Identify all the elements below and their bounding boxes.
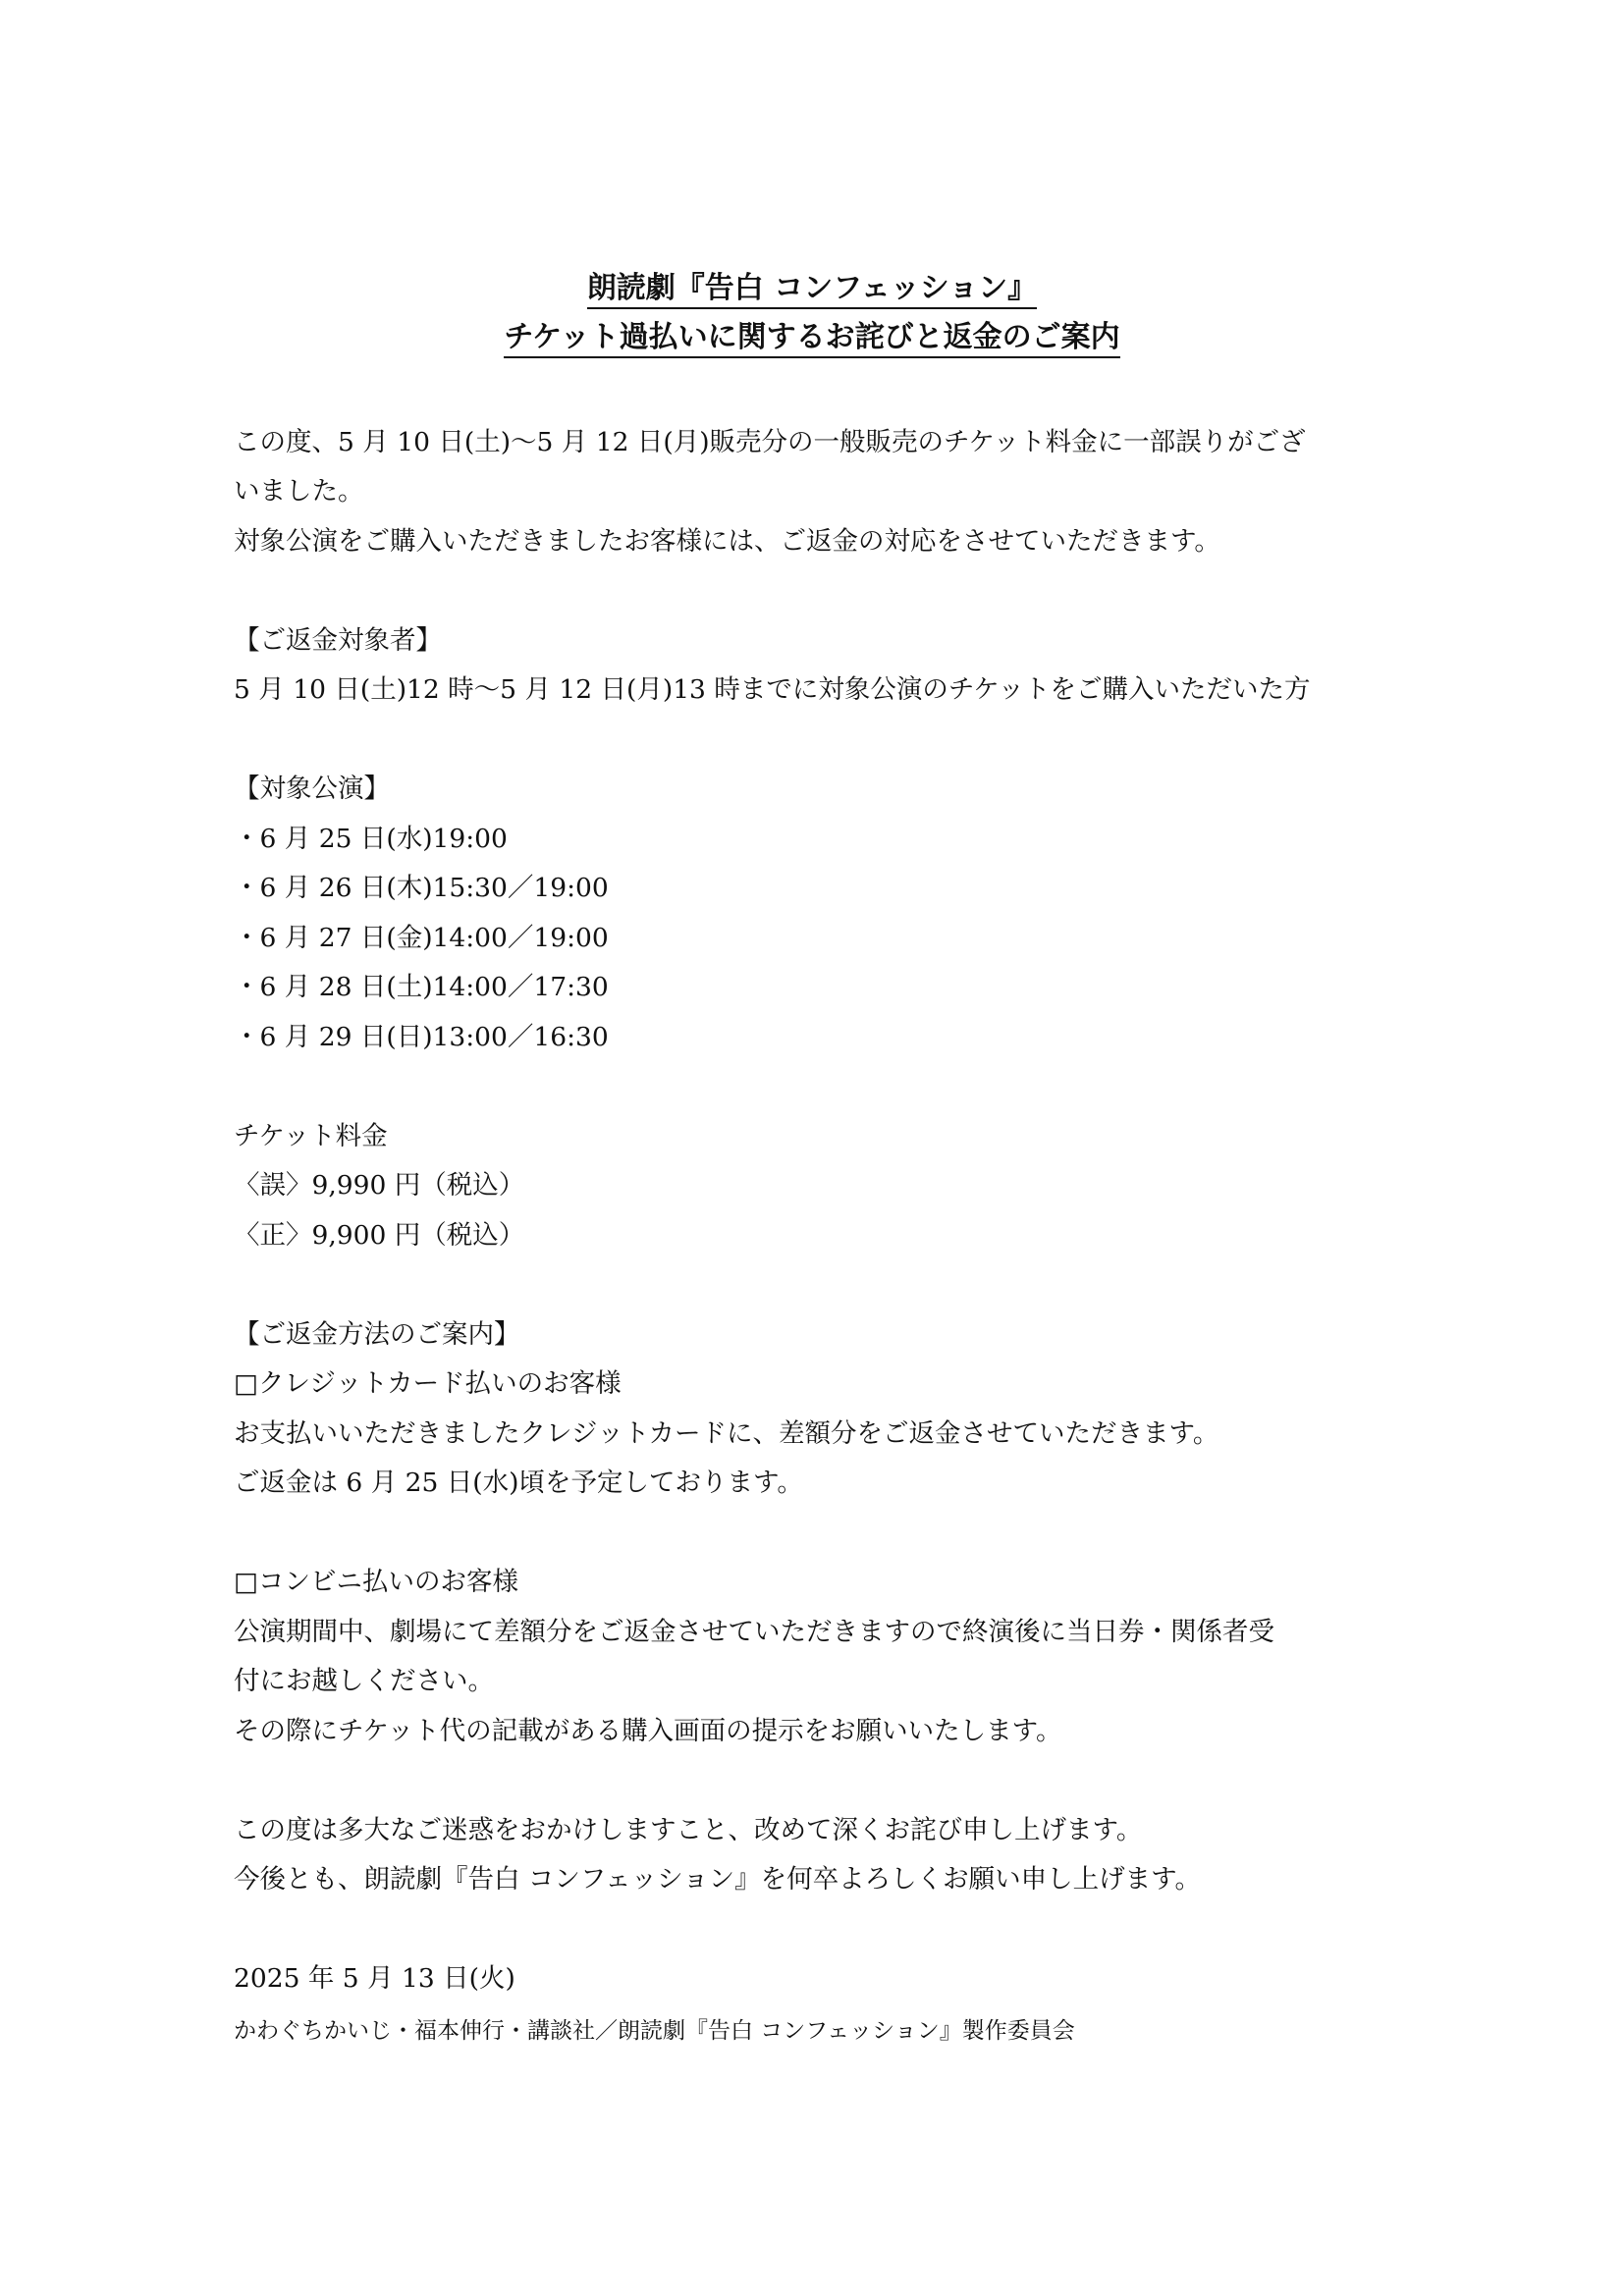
closing-line: 今後とも、朗読劇『告白 コンフェッション』を何卒よろしくお願い申し上げます。 xyxy=(234,1864,1201,1895)
performance-item: ・6 月 28 日(土)14:00／17:30 xyxy=(234,972,609,1002)
performance-item: ・6 月 26 日(木)15:30／19:00 xyxy=(234,873,609,903)
price-heading: チケット料金 xyxy=(234,1121,388,1151)
refund-target-text: 5 月 10 日(土)12 時〜5 月 12 日(月)13 時までに対象公演のチケットをご購入いただいた方 xyxy=(234,674,1311,705)
convenience-line: 付にお越しください。 xyxy=(234,1666,494,1696)
issuer: かわぐちかいじ・福本伸行・講談社／朗読劇『告白 コンフェッション』製作委員会 xyxy=(234,2018,1075,2044)
convenience-line: その際にチケット代の記載がある購入画面の提示をお願いいたします。 xyxy=(234,1716,1062,1746)
title-line-2: チケット過払いに関するお詫びと返金のご案内 xyxy=(504,320,1119,358)
intro-line: 対象公演をご購入いただきましたお客様には、ご返金の対応をさせていただきます。 xyxy=(234,526,1220,557)
refund-target-heading: 【ご返金対象者】 xyxy=(234,625,442,656)
title-line-1: 朗読劇『告白 コンフェッション』 xyxy=(587,271,1037,309)
price-wrong: 〈誤〉9,990 円（税込） xyxy=(234,1170,525,1201)
closing-line: この度は多大なご迷惑をおかけしますこと、改めて深くお詫び申し上げます。 xyxy=(234,1815,1143,1845)
credit-line: ご返金は 6 月 25 日(水)頃を予定しております。 xyxy=(234,1468,803,1498)
intro-line: この度、5 月 10 日(土)〜5 月 12 日(月)販売分の一般販売のチケット料金に一部誤りがござ xyxy=(234,427,1306,457)
performance-item: ・6 月 27 日(金)14:00／19:00 xyxy=(234,923,609,953)
price-correct: 〈正〉9,900 円（税込） xyxy=(234,1220,525,1251)
convenience-label: □コンビニ払いのお客様 xyxy=(234,1567,519,1597)
intro-line: いました。 xyxy=(234,476,364,507)
convenience-line: 公演期間中、劇場にて差額分をご返金させていただきますので終演後に当日券・関係者受 xyxy=(234,1617,1274,1647)
performances-heading: 【対象公演】 xyxy=(234,774,390,804)
credit-label: □クレジットカード払いのお客様 xyxy=(234,1368,622,1399)
performance-item: ・6 月 29 日(日)13:00／16:30 xyxy=(234,1022,609,1052)
refund-method-heading: 【ご返金方法のご案内】 xyxy=(234,1319,520,1350)
credit-line: お支払いいただきましたクレジットカードに、差額分をご返金させていただきます。 xyxy=(234,1418,1219,1449)
issue-date: 2025 年 5 月 13 日(火) xyxy=(234,1963,515,1994)
performance-item: ・6 月 25 日(水)19:00 xyxy=(234,824,508,854)
